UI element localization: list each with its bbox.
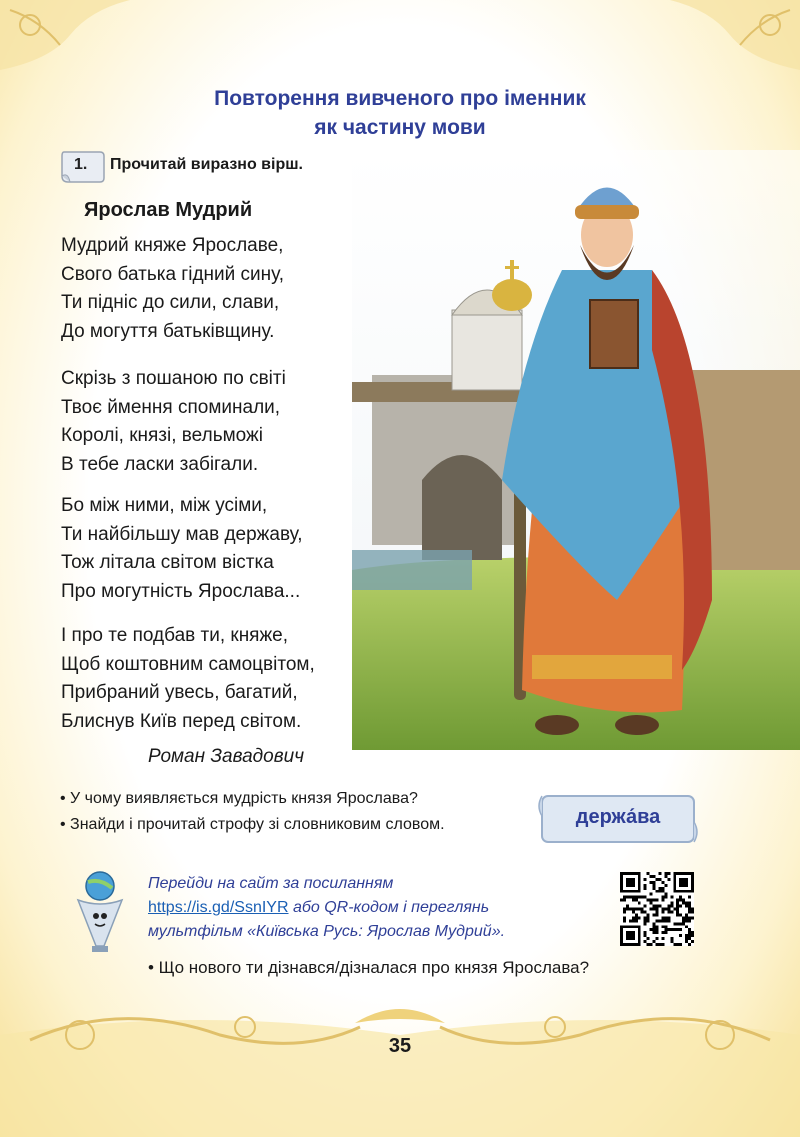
poem-line: Блиснув Київ перед світом. [61,710,302,732]
corner-ornament [0,0,140,90]
poem-line: Про могутність Ярослава... [61,580,301,602]
poem-title: Ярослав Мудрий [84,199,253,221]
poem-line: Бо між ними, між усіми, [61,495,268,516]
globe-cup-icon [70,868,130,960]
poem-line: Тож літала світом вістка [61,552,274,573]
poem-line: Твоє ймення споминали, [61,396,281,418]
poem-line: Королі, князі, вельможі [61,425,263,446]
corner-ornament [660,0,800,90]
page-title [0,84,800,142]
link-line2: або QR-кодом і переглянь [288,899,490,916]
questions-list [60,786,445,838]
poem-author: Роман Завадович [148,746,305,767]
video-link[interactable]: https://is.gd/SsnIYR [148,899,289,916]
final-question: • Що нового ти дізнався/дізналася про князя Ярослава? [148,958,590,977]
poem-stanza-4 [61,622,315,736]
poem-stanza-3 [61,492,303,606]
poem-line: В тебе ласки забігали. [61,453,259,475]
question-item: • У чому виявляється мудрість князя Ярослава? [60,790,418,807]
task-heading [60,148,360,184]
page-number: 35 [388,1035,412,1057]
poem-stanza-2 [61,365,286,479]
page-title-line1: Повторення вивченого про іменник [214,87,586,110]
link-instructions [148,872,505,944]
poem-line: До могуття батьківщину. [61,320,275,342]
poem-line: Свого батька гідний сину, [61,263,285,285]
task-number: 1. [74,156,88,173]
poem-line: І про те подбав ти, княже, [61,625,289,646]
link-line3: мультфільм «Київська Русь: Ярослав Мудрий». [148,923,506,940]
link-line1: Перейди на сайт за посиланням [148,875,394,892]
yaroslav-illustration [352,150,800,750]
poem-line: Скрізь з пошаною по світі [61,368,286,389]
poem-line: Прибраний увесь, багатий, [61,682,298,703]
footer-ornament [0,995,800,1137]
poem-stanza-1 [61,232,284,346]
page-title-line2: як частину мови [314,116,486,139]
vocabulary-scroll [536,792,700,846]
vocabulary-word: держа́ва [575,806,661,828]
task-text: Прочитай виразно вірш. [110,156,303,173]
poem-line: Ти підніс до сили, слави, [61,292,280,313]
poem-line: Ти найбільшу мав державу, [61,523,303,545]
question-item: • Знайди і прочитай строфу зі словниковим словом. [60,816,445,833]
poem-line: Щоб коштовним самоцвітом, [61,653,315,675]
poem-line: Мудрий княже Ярославе, [61,235,284,256]
qr-code[interactable] [620,872,694,946]
